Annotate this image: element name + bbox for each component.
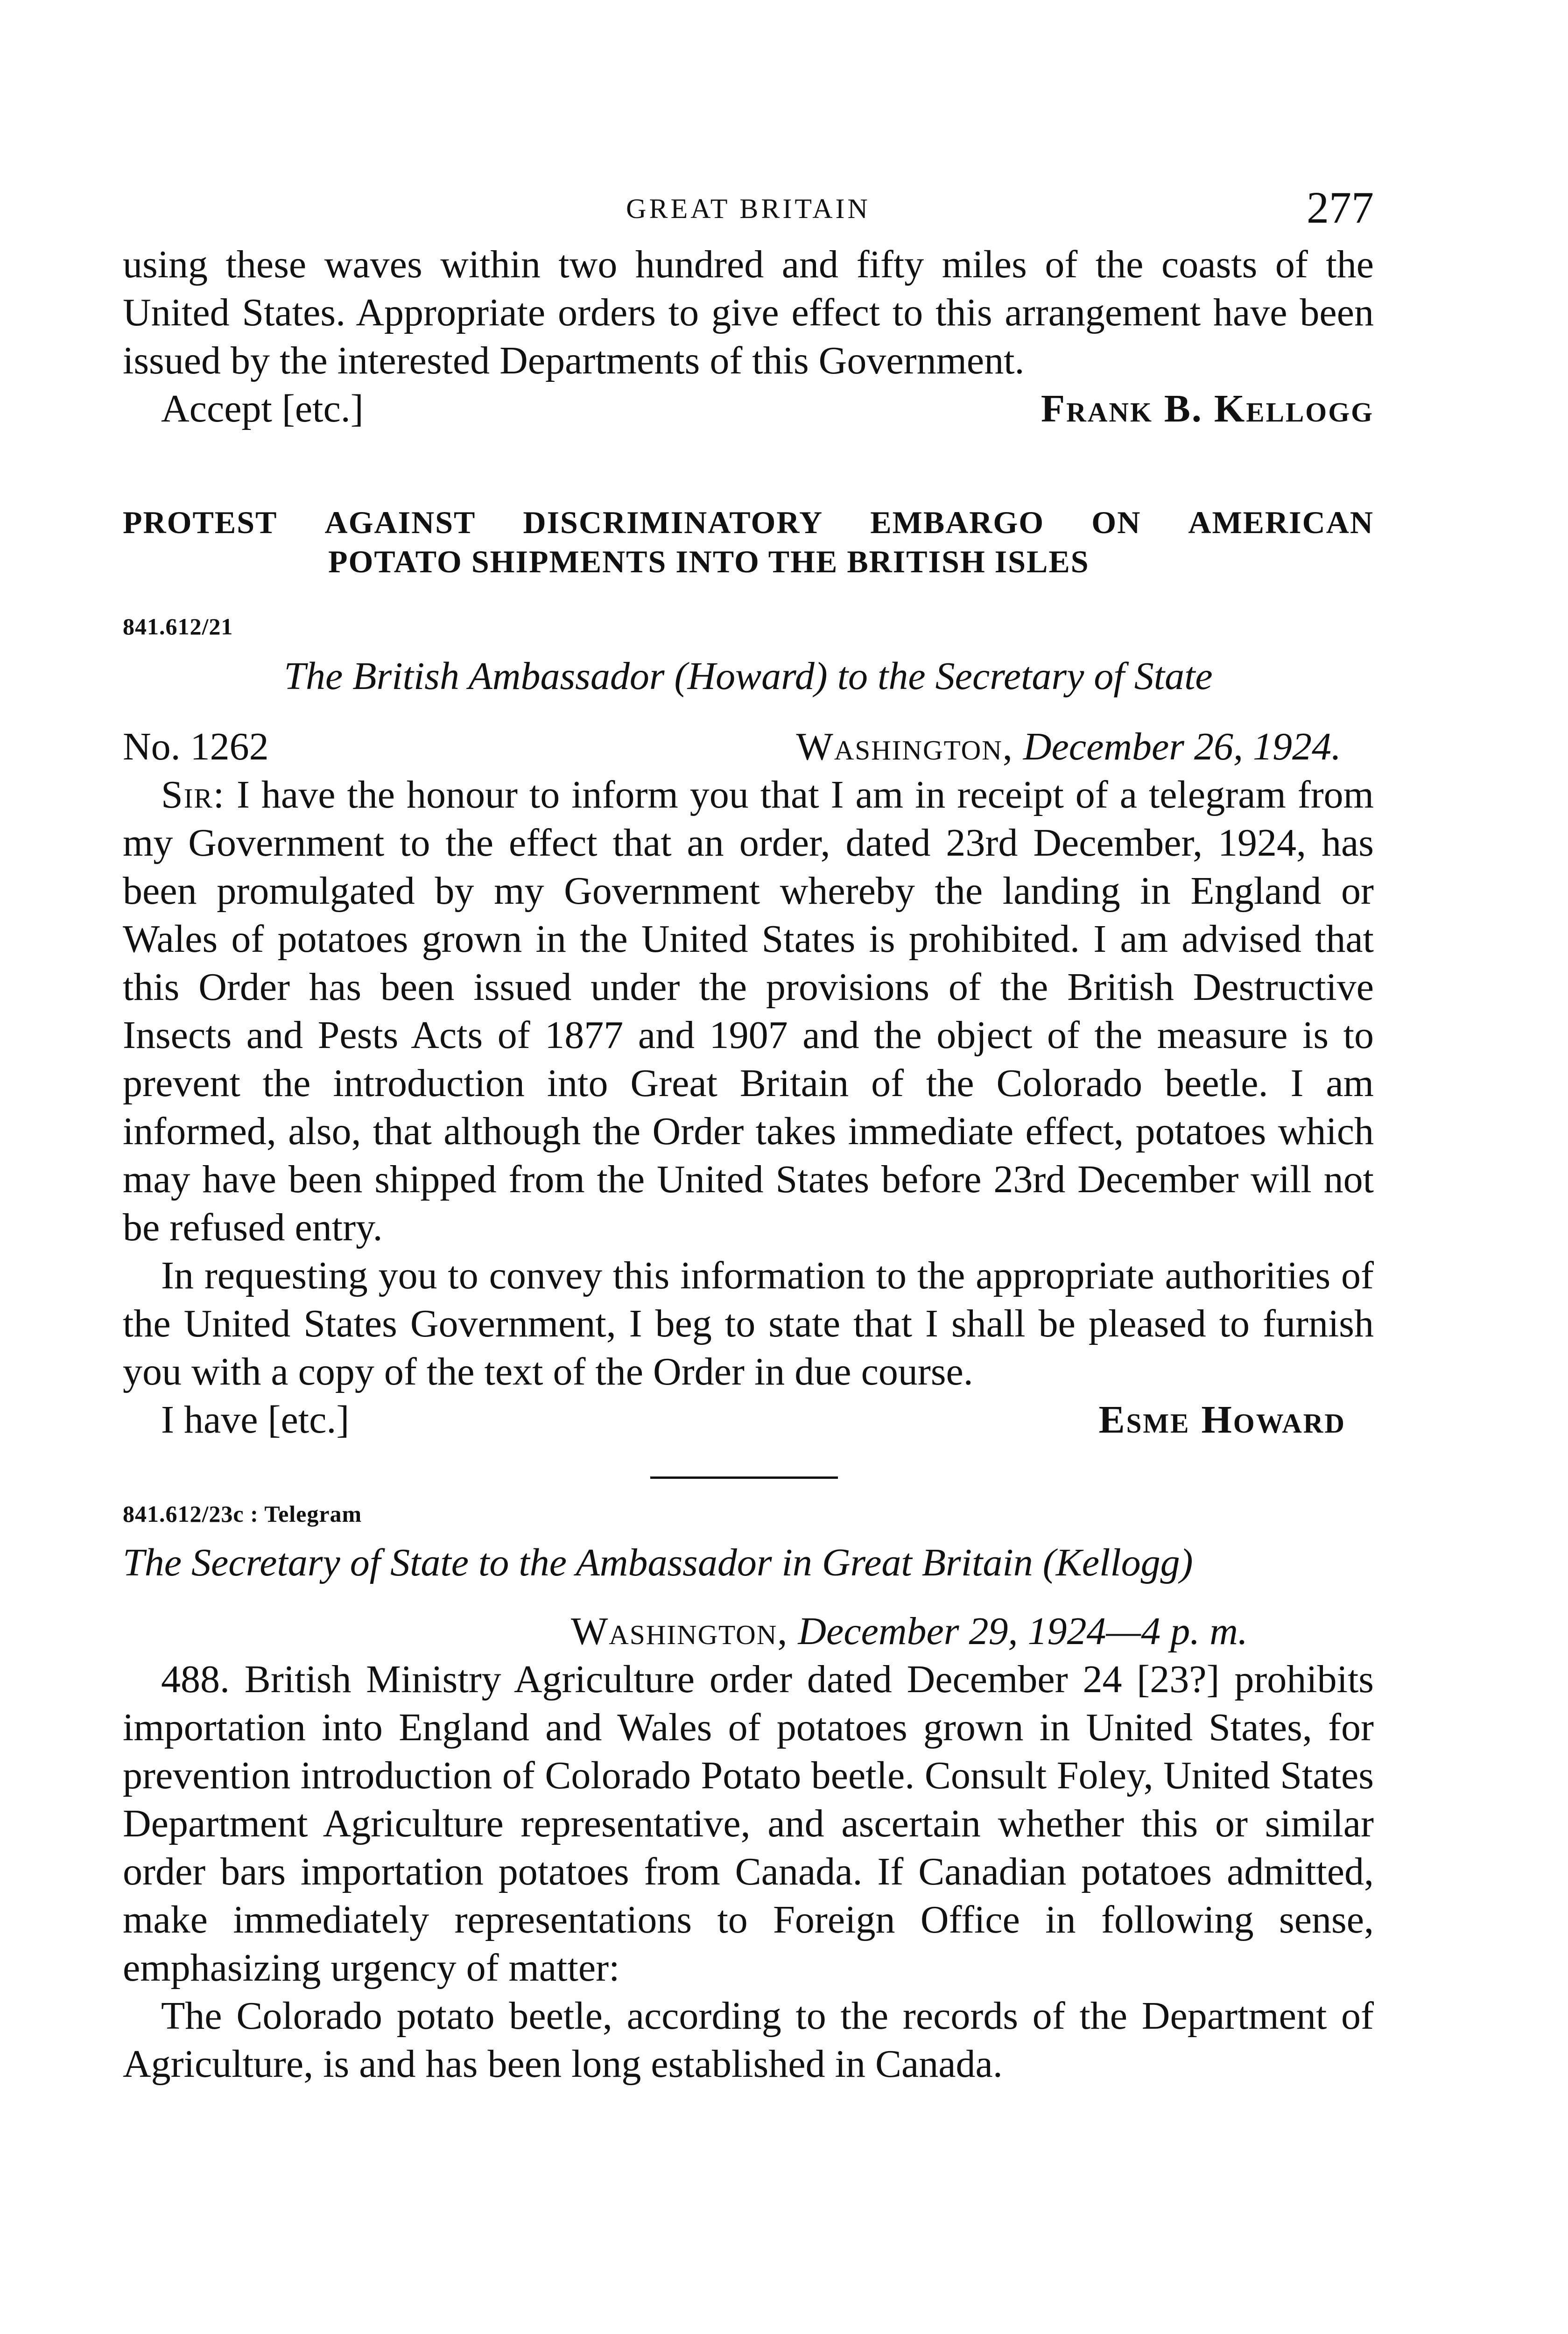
file-number: 841.612/21	[123, 613, 233, 640]
salutation: Sir:	[161, 773, 225, 816]
dispatch-number: No. 1262	[123, 725, 269, 768]
document-page	[123, 184, 1374, 2088]
section-title-line2: POTATO SHIPMENTS INTO THE BRITISH ISLES	[328, 544, 1090, 579]
dateline-date: December 26, 1924.	[1023, 725, 1341, 768]
continuation-signature: Frank B. Kellogg	[1041, 387, 1374, 430]
section-title-line1	[123, 503, 1374, 542]
body-paragraph: In requesting you to convey this information to the appropriate authorities of the United States Government, I beg to state that I shall be pleased to furnish you with a copy of the text of the Order in due course.	[123, 1254, 1374, 1393]
title-word: AGAINST	[324, 505, 476, 540]
page-header	[123, 184, 1374, 240]
title-word: ON	[1091, 505, 1141, 540]
document-heading: The British Ambassador (Howard) to the Secretary of State	[284, 654, 1213, 698]
dateline	[123, 723, 1374, 771]
continuation-closing-row	[123, 385, 1374, 433]
dateline-place: Washington,	[571, 1610, 788, 1653]
continuation-paragraph: using these waves within two hundred and fifty miles of the coasts of the United States. Appropriate orders to give effect to this arrangement have been issued by the interested Departments of this Government.	[123, 243, 1374, 382]
body-paragraph: The Colorado potato beetle, according to the records of the Department of Agriculture, is and has been long established in Canada.	[123, 1994, 1374, 2086]
signature: Esme Howard	[1098, 1398, 1346, 1441]
dateline	[123, 1607, 1374, 1655]
title-word: DISCRIMINATORY	[523, 505, 823, 540]
dateline-text	[796, 723, 1341, 771]
page-number: 277	[1307, 183, 1374, 232]
body-paragraph	[123, 771, 1374, 1251]
running-title: GREAT BRITAIN	[626, 193, 871, 224]
title-word: AMERICAN	[1188, 505, 1374, 540]
document-heading: The Secretary of State to the Ambassador in Great Britain (Kellogg)	[123, 1541, 1193, 1584]
body-paragraph: 488. British Ministry Agriculture order dated December 24 [23?] prohibits importation into England and Wales of potatoes grown in United States, for prevention introduction of Colorado Potato beetle. Consult Foley, United States Department Agriculture representative, and ascertain whether this or similar order bars importation potatoes from Canada. If Canadian potatoes admitted, make immediately representations to Foreign Office in following sense, emphasizing urgency of matter:	[123, 1658, 1374, 1990]
file-number: 841.612/23c : Telegram	[123, 1501, 362, 1527]
dateline-date: December 29, 1924—4 p. m.	[798, 1610, 1248, 1653]
section-divider	[650, 1476, 838, 1479]
title-word: PROTEST	[123, 505, 278, 540]
section-title	[123, 503, 1374, 581]
paragraph-text: I have the honour to inform you that I am in receipt of a telegram from my Government to the effect that an order, dated 23rd December, 1924, has been promulgated by my Government whereby the landing in England or Wales of potatoes grown in the United States is prohibited. I am advised that this Order has been issued under the provisions of the British Destructive Insects and Pests Acts of 1877 and 1907 and the object of the measure is to prevent the introduction into Great Britain of the Colorado beetle. I am informed, also, that although the Order takes immediate effect, potatoes which may have been shipped from the United States before 23rd December will not be refused entry.	[123, 773, 1374, 1249]
closing: I have [etc.]	[161, 1398, 350, 1441]
title-word: EMBARGO	[870, 505, 1045, 540]
closing-row	[123, 1396, 1374, 1444]
continuation-closing: Accept [etc.]	[161, 387, 364, 430]
dateline-place: Washington,	[796, 725, 1013, 768]
